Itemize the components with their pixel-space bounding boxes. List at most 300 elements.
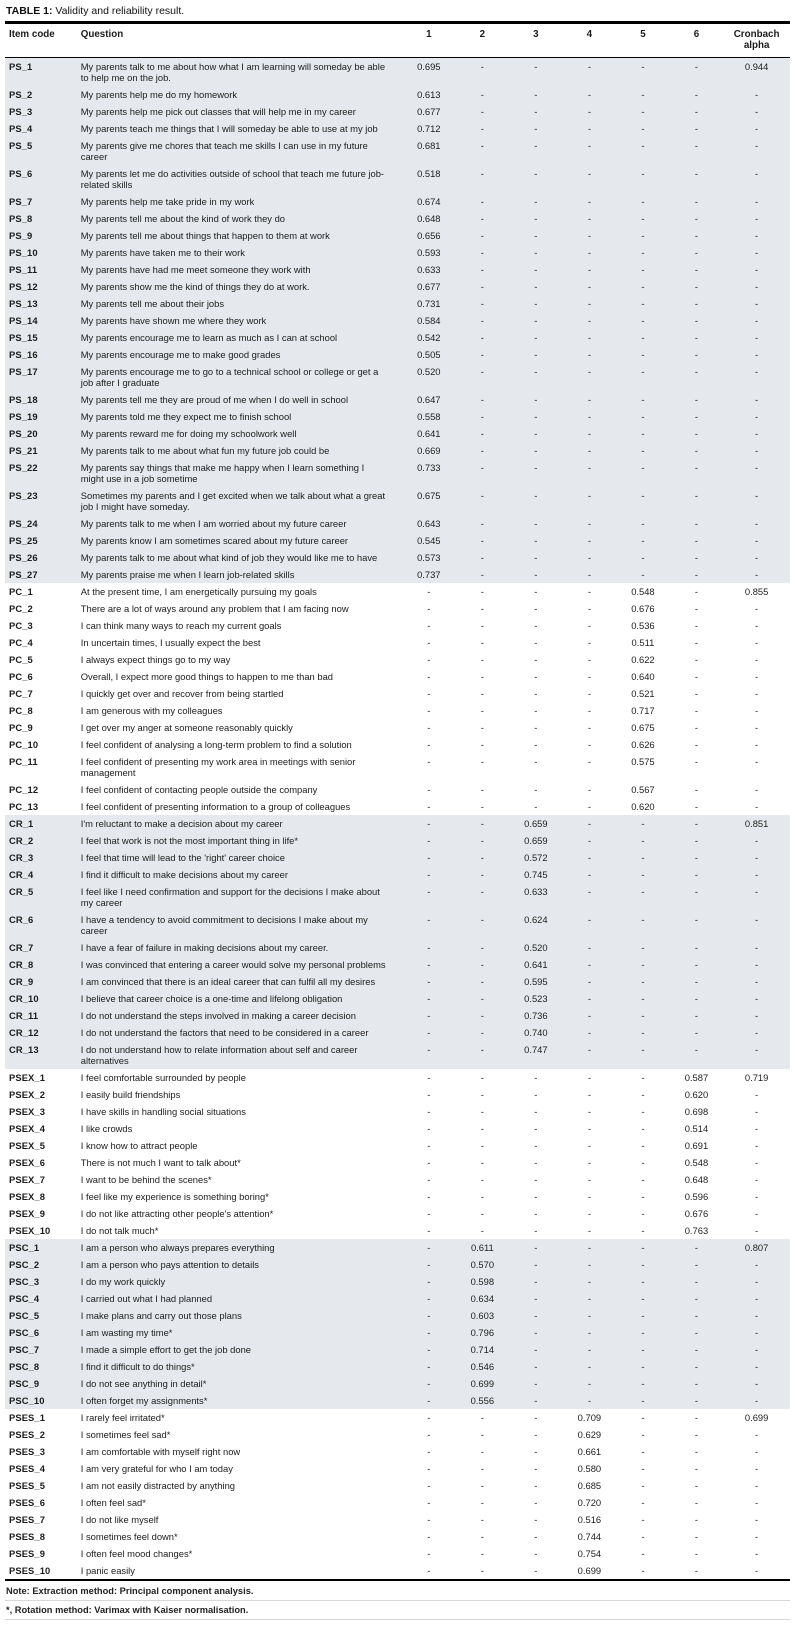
item-code-cell: PSEX_10 [9, 1225, 51, 1236]
item-code-cell: PSEX_9 [9, 1208, 46, 1219]
item-code-cell: PS_21 [9, 445, 38, 456]
item-code-cell: CR_10 [9, 993, 39, 1004]
cronbach-alpha-cell: - [755, 1027, 759, 1038]
question-cell: I make plans and carry out those plans [80, 1310, 242, 1321]
cronbach-alpha-cell: - [755, 1208, 759, 1219]
factor-loading-cell-1: 0.737 [417, 569, 441, 580]
factor-loading-cell-5: 0.640 [631, 671, 655, 682]
factor-loading-cell-6: - [694, 1480, 699, 1491]
factor-loading-cell-6: - [694, 1548, 699, 1559]
item-code-cell: PS_7 [9, 196, 33, 207]
item-code-cell: CR_8 [9, 959, 34, 970]
table-row [5, 815, 790, 832]
factor-loading-cell-3: - [534, 1531, 538, 1542]
cronbach-alpha-cell: - [755, 914, 759, 925]
question-cell: I am generous with my colleagues [80, 705, 223, 716]
factor-loading-cell-6: - [694, 688, 699, 699]
factor-loading-cell-6: - [694, 196, 699, 207]
cronbach-alpha-cell: 0.699 [744, 1412, 769, 1423]
factor-loading-cell-5: - [641, 1027, 645, 1038]
factor-loading-cell-6: - [694, 1293, 699, 1304]
item-code-cell: PSES_4 [9, 1463, 46, 1474]
factor-loading-cell-1: - [427, 1293, 431, 1304]
question-cell: I'm reluctant to make a decision about my career [80, 818, 283, 829]
cronbach-alpha-cell: - [755, 411, 759, 422]
factor-loading-cell-6: - [694, 886, 699, 897]
factor-loading-cell-5: - [641, 61, 645, 72]
header-row [5, 23, 790, 58]
factor-loading-cell-4: - [587, 445, 591, 456]
factor-loading-cell-4: - [587, 518, 591, 529]
table-row [5, 1307, 790, 1324]
factor-loading-cell-5: - [641, 852, 645, 863]
factor-loading-cell-1: 0.677 [417, 106, 441, 117]
factor-loading-cell-6: 0.648 [684, 1174, 709, 1185]
factor-loading-cell-1: 0.633 [417, 264, 441, 275]
factor-loading-cell-3: - [534, 349, 538, 360]
factor-loading-cell-2: - [480, 869, 484, 880]
factor-loading-cell-5: - [641, 1548, 645, 1559]
question-cell: I often forget my assignments* [80, 1395, 208, 1406]
factor-loading-cell-4: - [587, 784, 591, 795]
factor-loading-cell-1: 0.695 [417, 61, 441, 72]
cronbach-alpha-cell: - [755, 349, 759, 360]
factor-loading-cell-5: - [641, 1123, 645, 1134]
factor-loading-cell-6: - [694, 535, 699, 546]
factor-loading-cell-2: - [480, 123, 484, 134]
factor-loading-cell-4: - [587, 1242, 591, 1253]
factor-loading-cell-2: - [480, 976, 484, 987]
factor-loading-cell-4: - [587, 1361, 591, 1372]
factor-loading-cell-2: - [480, 332, 484, 343]
factor-loading-cell-1: 0.584 [417, 315, 441, 326]
factor-loading-cell-1: 0.505 [417, 349, 441, 360]
factor-loading-cell-2: - [480, 959, 484, 970]
factor-loading-cell-1: - [427, 1140, 431, 1151]
item-code-cell: CR_9 [9, 976, 34, 987]
question-cell: I feel that work is not the most important thing in life* [80, 835, 299, 846]
table-row [5, 781, 790, 798]
table-row [5, 583, 790, 600]
factor-loading-cell-2: - [480, 739, 484, 750]
item-code-cell: PC_12 [9, 784, 39, 795]
table-row [5, 487, 790, 515]
cronbach-alpha-cell: - [755, 1565, 759, 1576]
factor-loading-cell-4: - [587, 976, 591, 987]
question-cell: My parents have had me meet someone they work with [80, 264, 311, 275]
factor-loading-cell-4: - [587, 196, 591, 207]
table-number-label: TABLE 1: [6, 5, 53, 17]
factor-loading-cell-3: - [534, 1463, 538, 1474]
factor-loading-cell-3: - [534, 1548, 538, 1559]
table-row [5, 1528, 790, 1545]
question-cell: I sometimes feel down* [80, 1531, 178, 1542]
factor-loading-cell-4: - [587, 1106, 591, 1117]
note-rotation-method: *, Rotation method: Varimax with Kaiser normalisation. [5, 1601, 790, 1620]
factor-loading-cell-2: - [480, 315, 484, 326]
factor-loading-cell-2: - [480, 490, 484, 501]
factor-loading-cell-2: 0.611 [470, 1242, 494, 1253]
cronbach-alpha-cell: - [755, 784, 759, 795]
item-code-cell: PS_9 [9, 230, 33, 241]
question-cell: I feel confident of presenting my work area in meetings with senior management [80, 756, 356, 778]
factor-loading-cell-4: 0.720 [577, 1497, 602, 1508]
item-code-cell: PSES_1 [9, 1412, 46, 1423]
factor-loading-cell-1: - [427, 1497, 431, 1508]
factor-loading-cell-5: - [641, 247, 645, 258]
factor-loading-cell-2: - [480, 722, 484, 733]
cronbach-alpha-cell: - [755, 620, 759, 631]
question-cell: My parents have shown me where they work [80, 315, 267, 326]
factor-loading-cell-6: - [694, 518, 699, 529]
table-header [5, 23, 790, 58]
table-row [5, 103, 790, 120]
factor-loading-cell-4: - [587, 1140, 591, 1151]
item-code-cell: PC_8 [9, 705, 33, 716]
item-code-cell: CR_13 [9, 1044, 39, 1055]
factor-loading-cell-2: - [480, 1089, 484, 1100]
factor-loading-cell-3: - [534, 213, 538, 224]
factor-loading-cell-4: - [587, 603, 591, 614]
item-code-cell: PS_4 [9, 123, 33, 134]
factor-loading-cell-6: - [694, 1412, 699, 1423]
factor-loading-cell-2: 0.634 [470, 1293, 495, 1304]
factor-loading-cell-6: - [694, 366, 699, 377]
cronbach-alpha-cell: - [755, 801, 759, 812]
factor-loading-cell-5: 0.567 [631, 784, 655, 795]
item-code-cell: PSES_7 [9, 1514, 46, 1525]
factor-loading-cell-2: 0.556 [470, 1395, 495, 1406]
factor-loading-cell-1: 0.613 [417, 89, 441, 100]
cronbach-alpha-cell: - [755, 942, 759, 953]
cronbach-alpha-cell: - [755, 654, 759, 665]
question-cell: My parents encourage me to make good grades [80, 349, 281, 360]
table-row [5, 1222, 790, 1239]
factor-loading-cell-3: - [534, 1140, 538, 1151]
factor-loading-cell-1: 0.675 [417, 490, 441, 501]
factor-loading-cell-1: - [427, 1027, 431, 1038]
factor-loading-cell-1: - [427, 1327, 431, 1338]
factor-loading-cell-3: - [534, 784, 538, 795]
table-row [5, 668, 790, 685]
factor-loading-cell-2: - [480, 298, 484, 309]
item-code-cell: PSES_9 [9, 1548, 46, 1559]
factor-loading-cell-5: - [641, 1044, 645, 1055]
question-cell: Overall, I expect more good things to happen to me than bad [80, 671, 333, 682]
question-cell: I do not like attracting other people's attention* [80, 1208, 274, 1219]
question-cell: My parents talk to me about what kind of job they would like me to have [80, 552, 378, 563]
cronbach-alpha-cell: - [755, 835, 759, 846]
factor-loading-cell-4: - [587, 140, 591, 151]
factor-loading-cell-4: - [587, 168, 591, 179]
factor-loading-cell-5: - [641, 535, 645, 546]
factor-loading-cell-1: 0.545 [417, 535, 441, 546]
question-cell: At the present time, I am energetically pursuing my goals [80, 586, 317, 597]
factor-loading-cell-3: - [534, 1310, 538, 1321]
factor-loading-cell-2: - [480, 705, 484, 716]
factor-loading-cell-5: - [641, 818, 645, 829]
factor-loading-cell-3: - [534, 671, 538, 682]
question-cell: My parents show me the kind of things they do at work. [80, 281, 310, 292]
factor-loading-cell-6: - [694, 818, 699, 829]
question-cell: I sometimes feel sad* [80, 1429, 171, 1440]
factor-loading-cell-3: - [534, 298, 538, 309]
factor-loading-cell-3: - [534, 332, 538, 343]
factor-loading-cell-3: - [534, 462, 538, 473]
factor-loading-cell-6: - [694, 1565, 699, 1576]
factor-loading-cell-4: - [587, 1089, 591, 1100]
factor-loading-cell-1: - [427, 914, 431, 925]
question-cell: My parents help me pick out classes that will help me in my career [80, 106, 356, 117]
factor-loading-cell-2: - [480, 1446, 484, 1457]
table-row [5, 227, 790, 244]
column-header-item-code: Item code [5, 23, 79, 58]
cronbach-alpha-cell: - [755, 869, 759, 880]
factor-loading-cell-5: 0.575 [631, 756, 655, 767]
question-cell: I do not see anything in detail* [80, 1378, 207, 1389]
item-code-cell: PS_2 [9, 89, 33, 100]
factor-loading-cell-1: - [427, 1565, 431, 1576]
factor-loading-cell-4: - [587, 349, 591, 360]
table-row [5, 86, 790, 103]
factor-loading-cell-4: - [587, 1395, 591, 1406]
item-code-cell: PC_9 [9, 722, 33, 733]
factor-loading-cell-4: 0.629 [577, 1429, 602, 1440]
factor-loading-cell-1: - [427, 637, 431, 648]
factor-loading-cell-1: - [427, 1242, 431, 1253]
cronbach-alpha-cell: - [755, 1310, 759, 1321]
question-cell: My parents reward me for doing my schoolwork well [80, 428, 297, 439]
factor-loading-cell-1: - [427, 1412, 431, 1423]
factor-loading-cell-6: - [694, 801, 699, 812]
question-cell: My parents tell me about the kind of work they do [80, 213, 286, 224]
cronbach-alpha-cell: - [755, 1361, 759, 1372]
table-row [5, 346, 790, 363]
factor-loading-cell-4: - [587, 688, 591, 699]
factor-loading-cell-2: - [480, 213, 484, 224]
factor-loading-cell-5: - [641, 1497, 645, 1508]
factor-loading-cell-5: - [641, 89, 645, 100]
column-header-factor-2: 2 [456, 23, 510, 58]
factor-loading-cell-4: - [587, 1378, 591, 1389]
factor-loading-cell-5: 0.676 [631, 603, 655, 614]
factor-loading-cell-5: - [641, 1010, 645, 1021]
factor-loading-cell-6: - [694, 1514, 699, 1525]
factor-loading-cell-4: 0.580 [577, 1463, 602, 1474]
table-row [5, 278, 790, 295]
cronbach-alpha-cell: - [755, 1191, 759, 1202]
factor-loading-cell-6: - [694, 914, 699, 925]
table-row [5, 1358, 790, 1375]
factor-loading-cell-6: - [694, 552, 699, 563]
factor-loading-cell-2: - [480, 784, 484, 795]
item-code-cell: CR_12 [9, 1027, 39, 1038]
table-row [5, 1341, 790, 1358]
factor-loading-cell-5: - [641, 886, 645, 897]
cronbach-alpha-cell: - [755, 462, 759, 473]
factor-loading-cell-6: - [694, 1259, 699, 1270]
factor-loading-cell-5: - [641, 349, 645, 360]
cronbach-alpha-cell: - [755, 1344, 759, 1355]
factor-loading-cell-5: - [641, 1429, 645, 1440]
cronbach-alpha-cell: - [755, 603, 759, 614]
factor-loading-cell-4: - [587, 739, 591, 750]
factor-loading-cell-3: - [534, 1565, 538, 1576]
question-cell: I was convinced that entering a career would solve my personal problems [80, 959, 386, 970]
question-cell: I feel confident of presenting information to a group of colleagues [80, 801, 351, 812]
factor-loading-cell-4: - [587, 1044, 591, 1055]
question-cell: I know how to attract people [80, 1140, 198, 1151]
table-row [5, 391, 790, 408]
factor-loading-cell-2: - [480, 394, 484, 405]
factor-loading-cell-1: - [427, 688, 431, 699]
factor-loading-cell-6: - [694, 1242, 699, 1253]
factor-loading-cell-4: - [587, 394, 591, 405]
factor-loading-cell-2: - [480, 366, 484, 377]
item-code-cell: PSEX_1 [9, 1072, 46, 1083]
factor-loading-cell-6: - [694, 230, 699, 241]
item-code-cell: PSEX_3 [9, 1106, 46, 1117]
factor-loading-cell-2: - [480, 1157, 484, 1168]
table-row [5, 549, 790, 566]
question-cell: I do not understand how to relate information about self and career alternatives [80, 1044, 358, 1066]
factor-loading-cell-4: - [587, 835, 591, 846]
factor-loading-cell-5: 0.717 [631, 705, 655, 716]
factor-loading-cell-4: - [587, 852, 591, 863]
question-cell: I feel that time will lead to the 'right' career choice [80, 852, 285, 863]
cronbach-alpha-cell: - [755, 535, 759, 546]
table-body [5, 58, 790, 1581]
factor-loading-cell-6: - [694, 281, 699, 292]
item-code-cell: PS_8 [9, 213, 33, 224]
factor-loading-cell-1: - [427, 801, 431, 812]
cronbach-alpha-cell: - [755, 168, 759, 179]
factor-loading-cell-5: 0.622 [631, 654, 655, 665]
factor-loading-cell-4: - [587, 315, 591, 326]
question-cell: In uncertain times, I usually expect the best [80, 637, 261, 648]
item-code-cell: PS_25 [9, 535, 38, 546]
factor-loading-cell-2: - [480, 168, 484, 179]
table-row [5, 719, 790, 736]
table-row [5, 295, 790, 312]
question-cell: My parents let me do activities outside of school that teach me future job-related skills [80, 168, 385, 190]
table-row [5, 137, 790, 165]
factor-loading-cell-1: - [427, 1276, 431, 1287]
cronbach-alpha-cell: - [755, 247, 759, 258]
factor-loading-cell-3: - [534, 1072, 538, 1083]
factor-loading-cell-2: - [480, 671, 484, 682]
factor-loading-cell-1: - [427, 1361, 431, 1372]
factor-loading-cell-1: 0.731 [417, 298, 441, 309]
factor-loading-cell-6: 0.691 [684, 1140, 709, 1151]
question-cell: My parents told me they expect me to finish school [80, 411, 292, 422]
question-cell: I like crowds [80, 1123, 133, 1134]
cronbach-alpha-cell: 0.851 [744, 818, 769, 829]
factor-loading-cell-5: - [641, 942, 645, 953]
factor-loading-cell-3: - [534, 281, 538, 292]
factor-loading-cell-1: - [427, 1514, 431, 1525]
factor-loading-cell-2: - [480, 914, 484, 925]
table-row [5, 973, 790, 990]
factor-loading-cell-4: - [587, 637, 591, 648]
factor-loading-cell-6: 0.698 [684, 1106, 709, 1117]
item-code-cell: PC_13 [9, 801, 39, 812]
question-cell: My parents encourage me to go to a technical school or college or get a job after I graduate [80, 366, 379, 388]
question-cell: I am convinced that there is an ideal career that can fulfil all my desires [80, 976, 376, 987]
factor-loading-cell-2: 0.598 [470, 1276, 495, 1287]
factor-loading-cell-2: - [480, 818, 484, 829]
factor-loading-cell-1: - [427, 1429, 431, 1440]
factor-loading-cell-3: - [534, 1446, 538, 1457]
item-code-cell: CR_5 [9, 886, 34, 897]
validity-reliability-table [5, 21, 790, 1581]
factor-loading-cell-4: 0.699 [577, 1565, 602, 1576]
factor-loading-cell-1: - [427, 1123, 431, 1134]
factor-loading-cell-6: - [694, 993, 699, 1004]
question-cell: I get over my anger at someone reasonably quickly [80, 722, 293, 733]
factor-loading-cell-1: 0.733 [417, 462, 441, 473]
factor-loading-cell-5: - [641, 123, 645, 134]
factor-loading-cell-6: - [694, 569, 699, 580]
item-code-cell: PC_6 [9, 671, 33, 682]
factor-loading-cell-1: 0.677 [417, 281, 441, 292]
factor-loading-cell-5: - [641, 1276, 645, 1287]
cronbach-alpha-cell: - [755, 1140, 759, 1151]
factor-loading-cell-1: - [427, 705, 431, 716]
factor-loading-cell-5: - [641, 1106, 645, 1117]
factor-loading-cell-1: 0.648 [417, 213, 441, 224]
item-code-cell: PSC_7 [9, 1344, 40, 1355]
factor-loading-cell-4: - [587, 1293, 591, 1304]
factor-loading-cell-4: - [587, 298, 591, 309]
factor-loading-cell-6: - [694, 654, 699, 665]
factor-loading-cell-5: - [641, 1514, 645, 1525]
factor-loading-cell-5: - [641, 1174, 645, 1185]
table-row [5, 939, 790, 956]
question-cell: I have a tendency to avoid commitment to decisions I make about my career [80, 914, 368, 936]
factor-loading-cell-1: - [427, 1089, 431, 1100]
cronbach-alpha-cell: - [755, 298, 759, 309]
factor-loading-cell-2: - [480, 349, 484, 360]
cronbach-alpha-cell: - [755, 445, 759, 456]
factor-loading-cell-1: 0.558 [417, 411, 441, 422]
item-code-cell: PSEX_4 [9, 1123, 46, 1134]
factor-loading-cell-5: - [641, 993, 645, 1004]
factor-loading-cell-3: - [534, 1242, 538, 1253]
factor-loading-cell-3: 0.523 [524, 993, 548, 1004]
item-code-cell: PSC_8 [9, 1361, 40, 1372]
table-row [5, 408, 790, 425]
question-cell: My parents say things that make me happy when I learn something I might use in a job sometime [80, 462, 365, 484]
item-code-cell: PSEX_2 [9, 1089, 46, 1100]
factor-loading-cell-4: - [587, 1191, 591, 1202]
table-row [5, 1426, 790, 1443]
table-row [5, 329, 790, 346]
cronbach-alpha-cell: - [755, 1429, 759, 1440]
factor-loading-cell-4: - [587, 1310, 591, 1321]
question-cell: There is not much I want to talk about* [80, 1157, 241, 1168]
factor-loading-cell-6: - [694, 298, 699, 309]
factor-loading-cell-3: - [534, 1123, 538, 1134]
factor-loading-cell-4: - [587, 1276, 591, 1287]
factor-loading-cell-3: - [534, 1191, 538, 1202]
factor-loading-cell-5: - [641, 315, 645, 326]
factor-loading-cell-6: - [694, 349, 699, 360]
factor-loading-cell-1: 0.593 [417, 247, 441, 258]
table-row [5, 1256, 790, 1273]
table-row [5, 193, 790, 210]
question-cell: I always expect things go to my way [80, 654, 231, 665]
